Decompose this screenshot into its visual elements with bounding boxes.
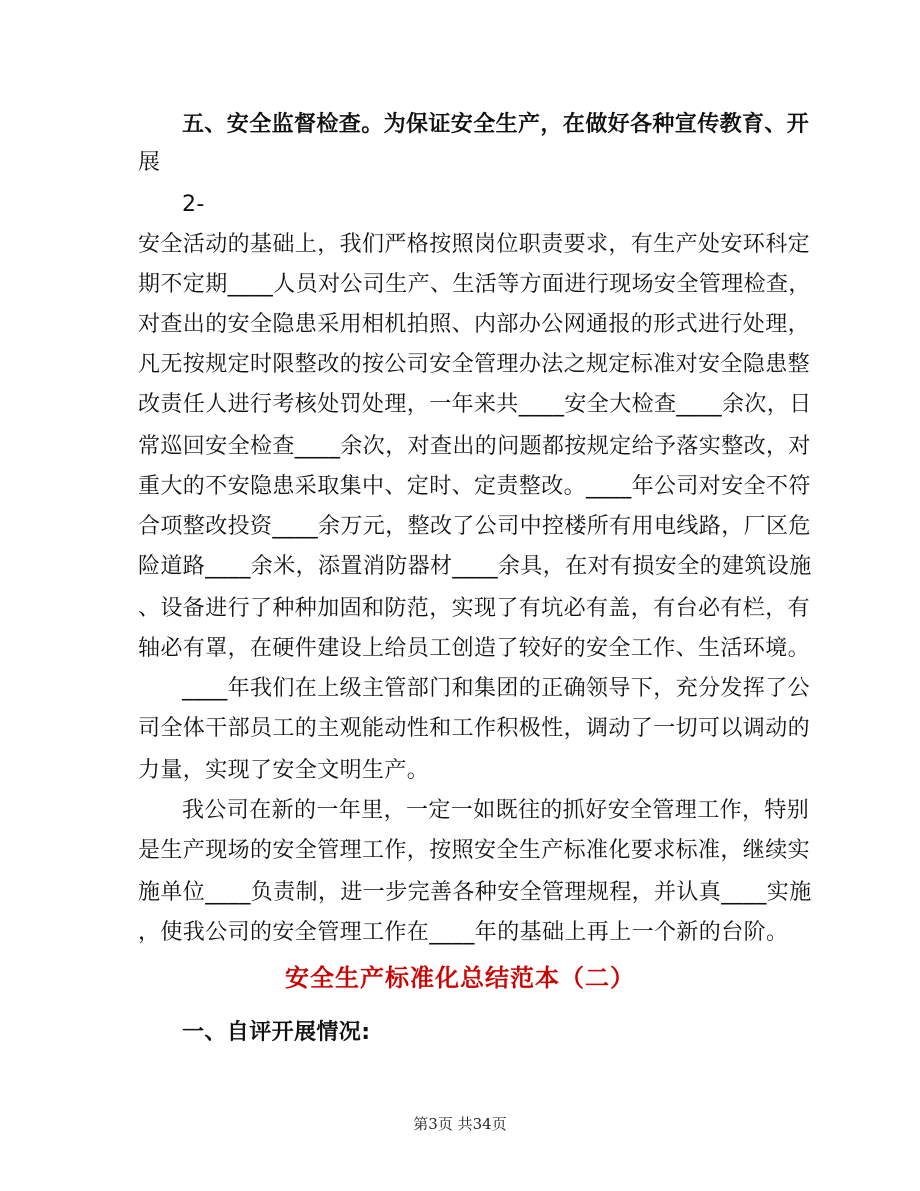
paragraph-line: 施单位____负责制，进一步完善各种安全管理规程，并认真____实施 <box>138 880 812 905</box>
paragraph-line: 改责任人进行考核处罚处理，一年来共____安全大检查____余次，日 <box>138 392 812 417</box>
subheading: 一、自评开展情况: <box>182 1020 371 1045</box>
paragraph-line: ，使我公司的安全管理工作在____年的基础上再上一个新的台阶。 <box>138 920 789 945</box>
paragraph-line: 凡无按规定时限整改的按公司安全管理办法之规定标准对安全隐患整 <box>138 352 811 377</box>
paragraph-line: 展 <box>138 150 161 175</box>
paragraph-line: 是生产现场的安全管理工作，按照安全生产标准化要求标准，继续实 <box>138 838 811 863</box>
section-title: 安全生产标准化总结范本（二） <box>285 964 635 992</box>
paragraph-line: ____年我们在上级主管部门和集团的正确领导下，充分发挥了公 <box>182 676 811 701</box>
paragraph-line: 我公司在新的一年里，一定一如既往的抓好安全管理工作，特别 <box>182 798 810 823</box>
paragraph-line: 安全活动的基础上，我们严格按照岗位职责要求，有生产处安环科定 <box>138 232 811 257</box>
paragraph-line: 险道路____余米，添置消防器材____余具，在对有损安全的建筑设施 <box>138 554 812 579</box>
paragraph-line: 司全体干部员工的主观能动性和工作积极性，调动了一切可以调动的 <box>138 716 811 741</box>
paragraph-line: 合项整改投资____余万元，整改了公司中控楼所有用电线路，厂区危 <box>138 514 811 539</box>
paragraph-line: 期不定期____人员对公司生产、生活等方面进行现场安全管理检查， <box>138 272 811 297</box>
page-number: 第3页 共34页 <box>413 1115 507 1133</box>
page-marker: 2- <box>182 192 205 217</box>
paragraph-line: 对查出的安全隐患采用相机拍照、内部办公网通报的形式进行处理， <box>138 312 811 337</box>
paragraph-line: 轴必有罩，在硬件建设上给员工创造了较好的安全工作、生活环境。 <box>138 636 811 661</box>
paragraph-line: 五、安全监督检查。为保证安全生产，在做好各种宣传教育、开 <box>182 112 810 137</box>
paragraph-line: 力量，实现了安全文明生产。 <box>138 758 430 783</box>
paragraph-line: 、设备进行了种种加固和防范，实现了有坑必有盖，有台必有栏，有 <box>138 596 811 621</box>
paragraph-line: 常巡回安全检查____余次，对查出的问题都按规定给予落实整改，对 <box>138 434 811 459</box>
paragraph-line: 重大的不安隐患采取集中、定时、定责整改。____年公司对安全不符 <box>138 474 811 499</box>
